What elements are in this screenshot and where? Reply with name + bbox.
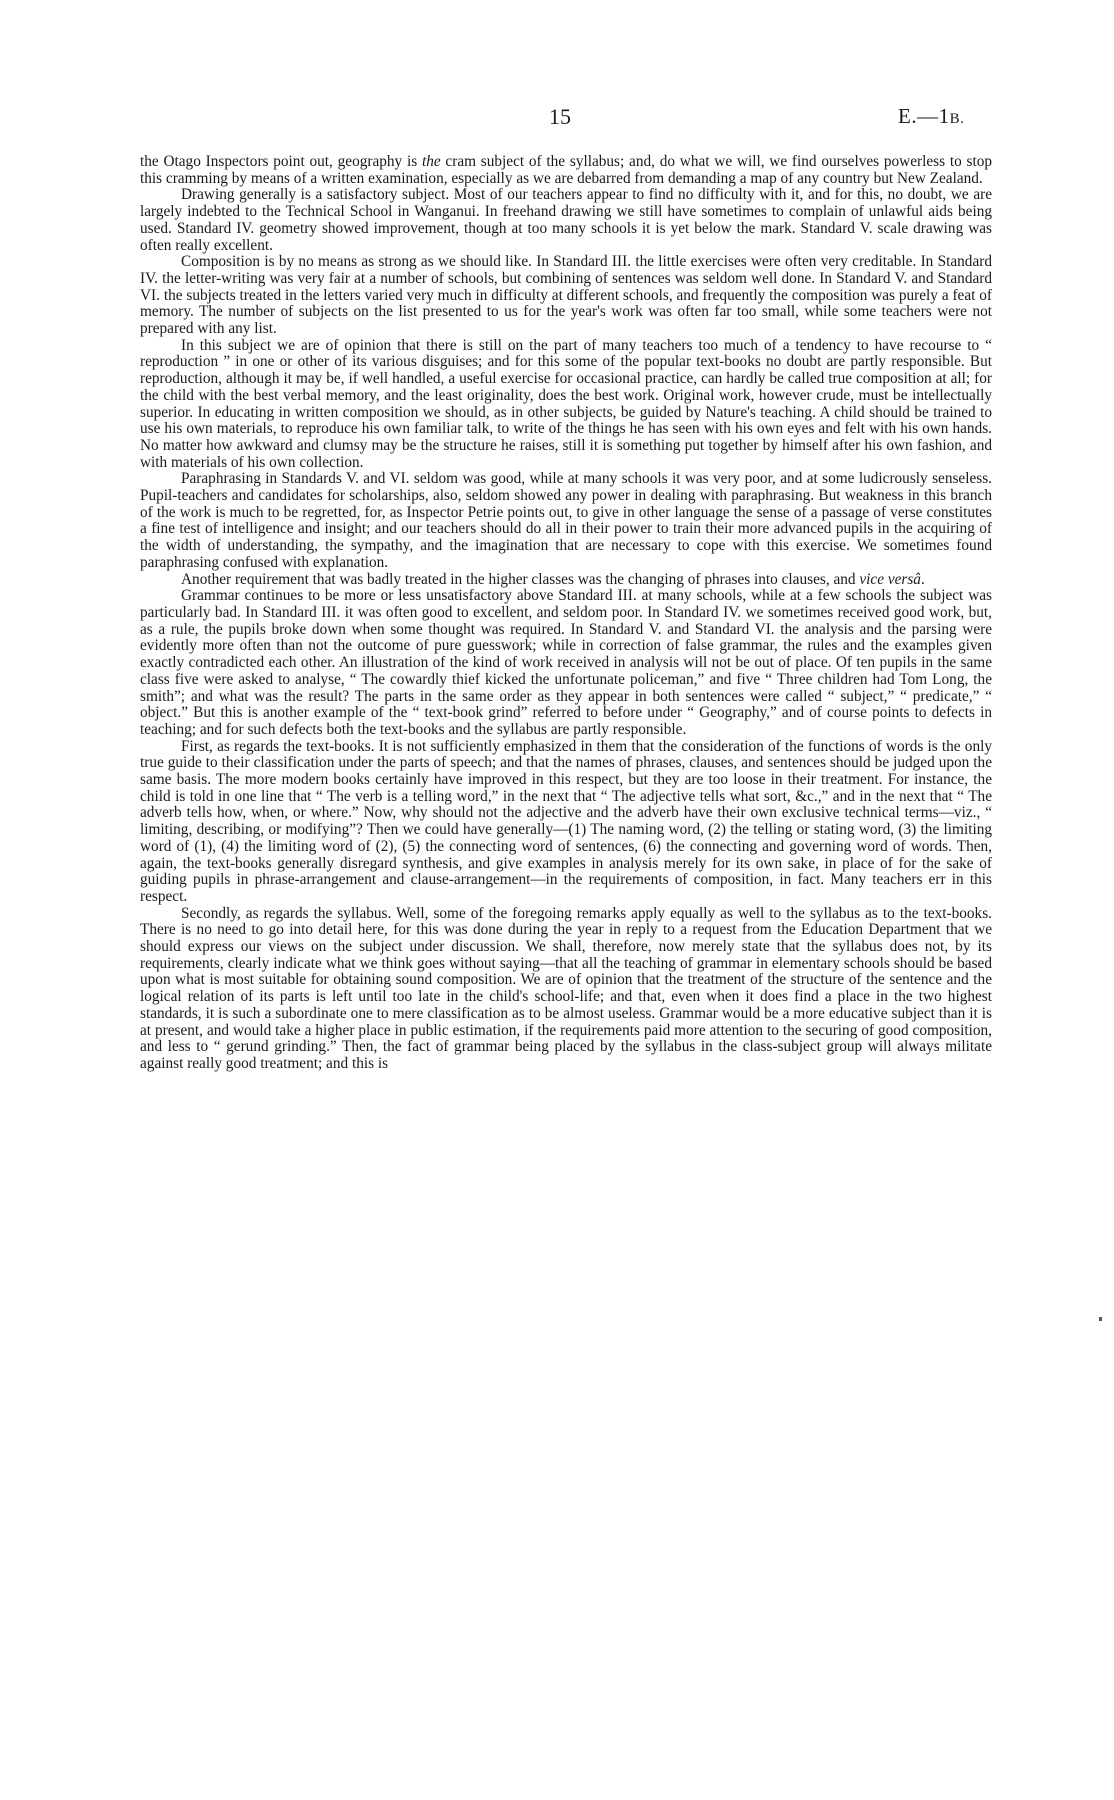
paragraph-reproduction: In this subject we are of opinion that there is still on the part of many teachers too much of a tendency to have recourse to “ reproduction ” in one or other of its various disguises; and for this some of the popular text-books no doubt are partly responsible. But reproduction, although it may be, if well handled, a useful exercise for occasional practice, can hardly be called true composition at all; for the child with the best verbal memory, and the least originality, does the best work. Original work, however crude, must be intellectually superior. In educating in written composition we should, as in other subjects, be guided by Nature's teaching. A child should be trained to use his own materials, to reproduce his own familiar talk, to write of the things he has seen with his own eyes and felt with his own hands. No matter how awkward and clumsy may be the structure he raises, still it is something put together by himself after his own fashion, and with materials of his own collection.: [140, 336, 992, 471]
scan-mark: [1099, 1317, 1102, 1321]
page-number: 15: [549, 104, 571, 129]
body-text: [140, 154, 992, 1073]
paragraph-grammar: Grammar continues to be more or less unsatisfactory above Standard III. at many schools, while at a few schools the subject was particularly bad. In Standard III. it was often good to excellent, and seldom poor. In Standard IV. we sometimes received good work, but, as a rule, the pupils broke down when some thought was required. In Standard V. and Standard VI. the analysis and the parsing were evidently more often than not the outcome of pure guesswork; while in correction of false grammar, the rules and the examples given exactly contradicted each other. An illustration of the kind of work received in analysis will not be out of place. Of ten pupils in the same class five were asked to analyse, “ The cowardly thief kicked the unfortunate policeman,” and five “ Three children had Tom Long, the smith”; and what was the result? The parts in the same order as they appear in both sentences were called “ subject,” “ predicate,” “ object.” But this is another example of the “ text-book grind” referred to before under “ Geography,” and of course points to defects in teaching; and for such defects both the text-books and the syllabus are partly responsible.: [140, 587, 992, 738]
paragraph-text-part: cram subject of the syllabus; and, do what we will, we find ourselves powerless to stop this cramming by means of a written examination, especially as we are debarred from demanding a map of any country but New Zealand.: [140, 153, 992, 187]
italic-text: vice versâ: [859, 570, 921, 588]
page-code-main: E.—1: [898, 104, 950, 128]
paragraph-text-part: Another requirement that was badly treated in the higher classes was the changing of phrases into clauses, and: [181, 570, 860, 588]
paragraph-text-part: the Otago Inspectors point out, geography is: [140, 153, 422, 170]
paragraph-geography-end: [140, 154, 992, 187]
paragraph-text-books: First, as regards the text-books. It is not sufficiently emphasized in them that the consideration of the functions of words is the only true guide to their classification under the parts of speech; and that the names of phrases, clauses, and sentences should be judged upon the same basis. The more modern books certainly have improved in this respect, but they are too loose in their treatment. For instance, the child is told in one line that “ The verb is a telling word,” in the next that “ The adjective tells what sort, &c.,” and in the next that “ The adverb tells how, when, or where.” Now, why should not the adjective and the adverb have their own exclusive technical terms—viz., “ limiting, describing, or modifying”? Then we could have generally—(1) The naming word, (2) the telling or stating word, (3) the limiting word of (1), (4) the limiting word of (2), (5) the connecting word of sentences, (6) the connecting and governing word of words. Then, again, the text-books generally disregard synthesis, and give examples in analysis merely for its own sake, in place of for the sake of guiding pupils in phrase-arrangement and clause-arrangement—in the requirements of composition, in fact. Many teachers err in this respect.: [140, 737, 992, 905]
paragraph-syllabus: Secondly, as regards the syllabus. Well, some of the foregoing remarks apply equally as well to the syllabus as to the text-books. There is no need to go into detail here, for this was done during the year in reply to a request from the Education Department that we should express our views on the subject under discussion. We shall, therefore, now merely state that the syllabus does not, by its requirements, clearly indicate what we think goes without saying—that all the teaching of grammar in elementary schools should be based upon what is most suitable for obtaining sound composition. We are of opinion that the treatment of the structure of the sentence and the logical relation of its parts is left until too late in the child's school-life; and that, even when it does find a place in the two highest standards, it is such a subordinate one to mere classification as to be almost useless. Grammar would be a more educative subject than it is at present, and would take a higher place in public estimation, if the requirements paid more attention to the securing of good composition, and less to “ gerund grinding.” Then, the fact of grammar being placed by the syllabus in the class-subject group will always militate against really good treatment; and this is: [140, 904, 992, 1072]
italic-text: the: [421, 153, 441, 170]
paragraph-paraphrasing: Paraphrasing in Standards V. and VI. seldom was good, while at many schools it was very poor, and at some ludicrously senseless. Pupil-teachers and candidates for scholarships, also, seldom showed any power in dealing with paraphrasing. But weakness in this branch of the work is much to be regretted, for, as Inspector Petrie points out, to give in other language the sense of a passage of verse constitutes a fine test of intelligence and insight; and our teachers should do all in their power to train their more advanced pupils in the acquiring of the width of understanding, the sympathy, and the imagination that are necessary to cope with this exercise. We sometimes found paraphrasing confused with explanation.: [140, 470, 992, 571]
paragraph-phrases-clauses: [140, 572, 992, 589]
page-code: [898, 104, 964, 129]
page-code-suffix: B.: [949, 111, 965, 127]
paragraph-composition: Composition is by no means as strong as we should like. In Standard III. the little exercises were often very creditable. In Standard IV. the letter-writing was very fair at a number of schools, but combining of sentences was seldom well done. In Standard V. and Standard VI. the subjects treated in the letters varied very much in difficulty at different schools, and frequently the composition was purely a feat of memory. The number of subjects on the list presented to us for the year's work was often far too small, while some teachers were not prepared with any list.: [140, 253, 992, 338]
paragraph-drawing: Drawing generally is a satisfactory subject. Most of our teachers appear to find no difficulty with it, and for this, no doubt, we are largely indebted to the Technical School in Wanganui. In freehand drawing we still have sometimes to complain of unlawful aids being used. Standard IV. geometry showed improvement, though at too many schools it is yet below the mark. Standard V. scale drawing was often really excellent.: [140, 186, 992, 254]
paragraph-text-part: .: [920, 570, 925, 588]
